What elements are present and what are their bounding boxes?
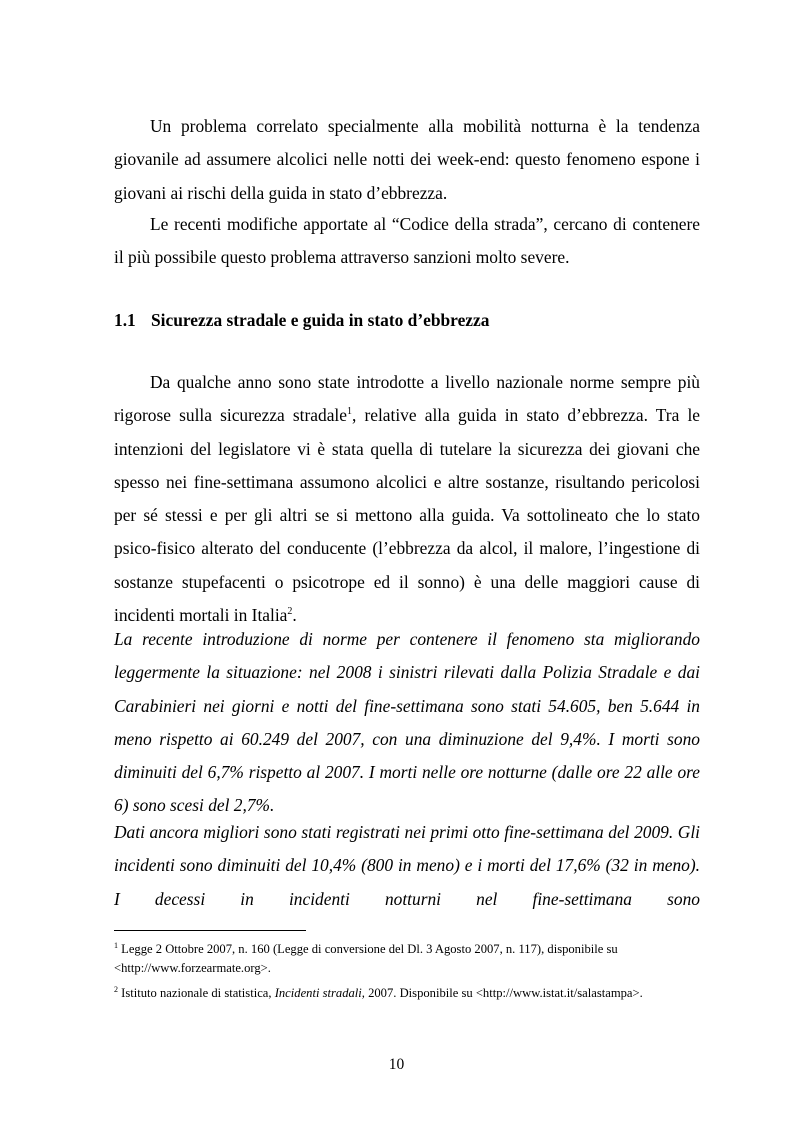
paragraph-part: Da qualche anno sono state introdotte a livello nazionale norme sempre più rigorose sulla sicurezza stradale [114, 372, 700, 426]
footnote-separator [114, 930, 306, 931]
section-title: Sicurezza stradale e guida in stato d’ebbrezza [151, 310, 490, 330]
paragraph-intro-2 [114, 208, 700, 275]
footnote-ref-2: 2 [287, 606, 293, 618]
paragraph-text: Dati ancora migliori sono stati registrati nei primi otto fine-settimana del 2009. Gli incidenti sono diminuiti del 10,4% (800 in meno) e i morti del 17,6% (32 in meno). I decessi in incidenti notturni nel fine-settimana sono [114, 822, 700, 909]
footnote-2 [114, 984, 700, 1003]
footnote-1 [114, 940, 700, 978]
footnote-text: Legge 2 Ottobre 2007, n. 160 (Legge di conversione del Dl. 3 Agosto 2007, n. 117), disponibile su <http://www.forzearmate.org>. [114, 942, 618, 975]
footnote-title: Incidenti stradali, [274, 986, 365, 1000]
paragraph-section-1 [114, 366, 700, 632]
paragraph-part: . [292, 605, 297, 626]
paragraph-intro-1 [114, 110, 700, 210]
section-number: 1.1 [114, 310, 136, 330]
paragraph-text: Le recenti modifiche apportate al “Codice della strada”, cercano di contenere il più possibile questo problema attraverso sanzioni molto severe. [114, 214, 700, 268]
footnote-ref-1: 1 [346, 406, 352, 418]
paragraph-italic-1 [114, 623, 700, 823]
footnote-mark: 2 [114, 985, 118, 994]
paragraph-text [114, 366, 700, 632]
section-heading [114, 306, 489, 334]
footnote-mark: 1 [114, 941, 118, 950]
paragraph-part: , relative alla guida in stato d’ebbrezza. Tra le intenzioni del legislatore vi è stata quella di tutelare la sicurezza dei giovani che spesso nei fine-settimana assumono alcolici e altre sostanze, risultando pericolosi per sé stessi e per gli altri se si mettono alla guida. Va sottolineato che lo stato psico-fisico alterato del conducente (l’ebbrezza da alcol, il malore, l’ingestione di sostanze stupefacenti o psicotrope ed il sonno) è una delle maggiori cause di incidenti mortali in Italia [114, 405, 700, 626]
footnote-text: 2007. Disponibile su <http://www.istat.it/salastampa>. [364, 986, 643, 1000]
page-number: 10 [388, 1056, 405, 1073]
paragraph-text: Un problema correlato specialmente alla mobilità notturna è la tendenza giovanile ad assumere alcolici nelle notti dei week-end: questo fenomeno espone i giovani ai rischi della guida in stato d’ebbrezza. [114, 116, 700, 203]
footnote-text: Istituto nazionale di statistica, [118, 986, 275, 1000]
paragraph-text: La recente introduzione di norme per contenere il fenomeno sta migliorando leggermente la situazione: nel 2008 i sinistri rilevati dalla Polizia Stradale e dai Carabinieri nei giorni e notti del fine-settimana sono stati 54.605, ben 5.644 in meno rispetto ai 60.249 del 2007, con una diminuzione del 9,4%. I morti sono diminuiti del 6,7% rispetto al 2007. I morti nelle ore notturne (dalle ore 22 alle ore 6) sono scesi del 2,7%. [114, 629, 700, 816]
paragraph-italic-2 [114, 816, 700, 916]
